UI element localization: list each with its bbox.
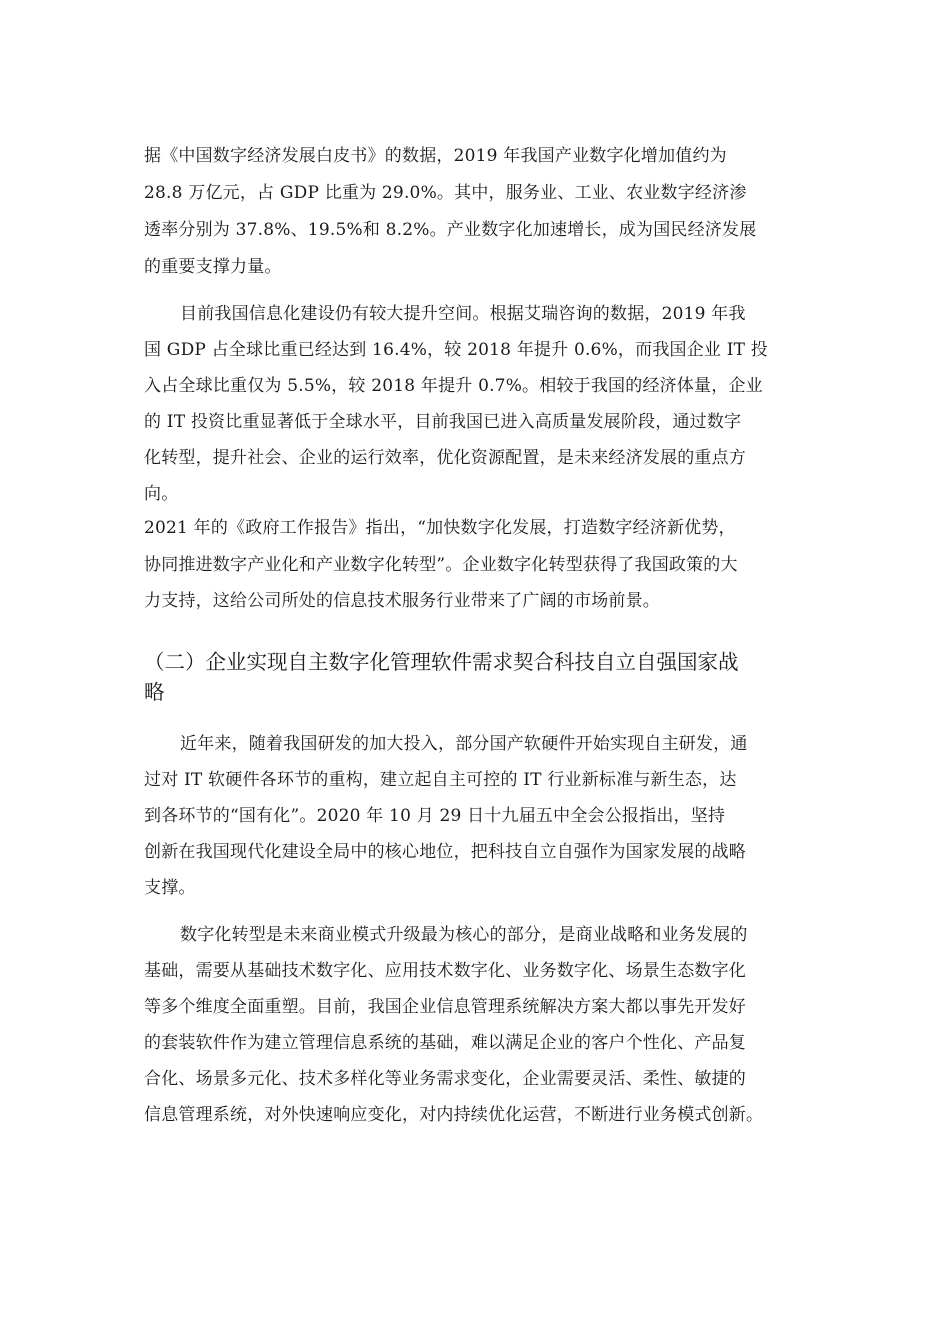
text-line: 28.8 万亿元，占 GDP 比重为 29.0%。其中，服务业、工业、农业数字经济渗 <box>144 183 747 203</box>
text-line: 近年来，随着我国研发的加大投入，部分国产软硬件开始实现自主研发，通 <box>180 734 748 754</box>
text-line: 的 IT 投资比重显著低于全球水平，目前我国已进入高质量发展阶段，通过数字 <box>144 412 742 432</box>
text-line: 等多个维度全面重塑。目前，我国企业信息管理系统解决方案大都以事先开发好 <box>144 997 746 1017</box>
text-line: 协同推进数字产业化和产业数字化转型”。企业数字化转型获得了我国政策的大 <box>144 555 738 575</box>
text-line: 过对 IT 软硬件各环节的重构，建立起自主可控的 IT 行业新标准与新生态，达 <box>144 770 737 790</box>
heading-line: 略 <box>144 680 165 704</box>
text-line: 信息管理系统，对外快速响应变化，对内持续优化运营，不断进行业务模式创新。 <box>144 1105 764 1125</box>
text-line: 到各环节的“国有化”。2020 年 10 月 29 日十九届五中全会公报指出，坚持 <box>144 806 726 826</box>
text-line: 据《中国数字经济发展白皮书》的数据，2019 年我国产业数字化增加值约为 <box>144 146 727 166</box>
text-line: 合化、场景多元化、技术多样化等业务需求变化，企业需要灵活、柔性、敏捷的 <box>144 1069 746 1089</box>
text-line: 数字化转型是未来商业模式升级最为核心的部分，是商业战略和业务发展的 <box>180 925 748 945</box>
text-line: 支撑。 <box>144 878 196 898</box>
text-line: 入占全球比重仅为 5.5%，较 2018 年提升 0.7%。相较于我国的经济体量，企业 <box>144 376 763 396</box>
text-line: 创新在我国现代化建设全局中的核心地位，把科技自立自强作为国家发展的战略 <box>144 842 746 862</box>
text-line: 力支持，这给公司所处的信息技术服务行业带来了广阔的市场前景。 <box>144 591 660 611</box>
text-line: 目前我国信息化建设仍有较大提升空间。根据艾瑞咨询的数据，2019 年我 <box>180 304 746 324</box>
heading-line: （二）企业实现自主数字化管理软件需求契合科技自立自强国家战 <box>144 650 739 674</box>
text-line: 透率分别为 37.8%、19.5%和 8.2%。产业数字化加速增长，成为国民经济发展 <box>144 220 757 240</box>
text-line: 化转型，提升社会、企业的运行效率，优化资源配置，是未来经济发展的重点方 <box>144 448 746 468</box>
text-line: 的重要支撑力量。 <box>144 257 282 277</box>
text-line: 的套装软件作为建立管理信息系统的基础，难以满足企业的客户个性化、产品复 <box>144 1033 746 1053</box>
text-line: 2021 年的《政府工作报告》指出，“加快数字化发展，打造数字经济新优势， <box>144 518 736 538</box>
text-line: 基础，需要从基础技术数字化、应用技术数字化、业务数字化、场景生态数字化 <box>144 961 746 981</box>
text-line: 国 GDP 占全球比重已经达到 16.4%，较 2018 年提升 0.6%，而我国企业 IT 投 <box>144 340 768 360</box>
text-line: 向。 <box>144 484 179 504</box>
